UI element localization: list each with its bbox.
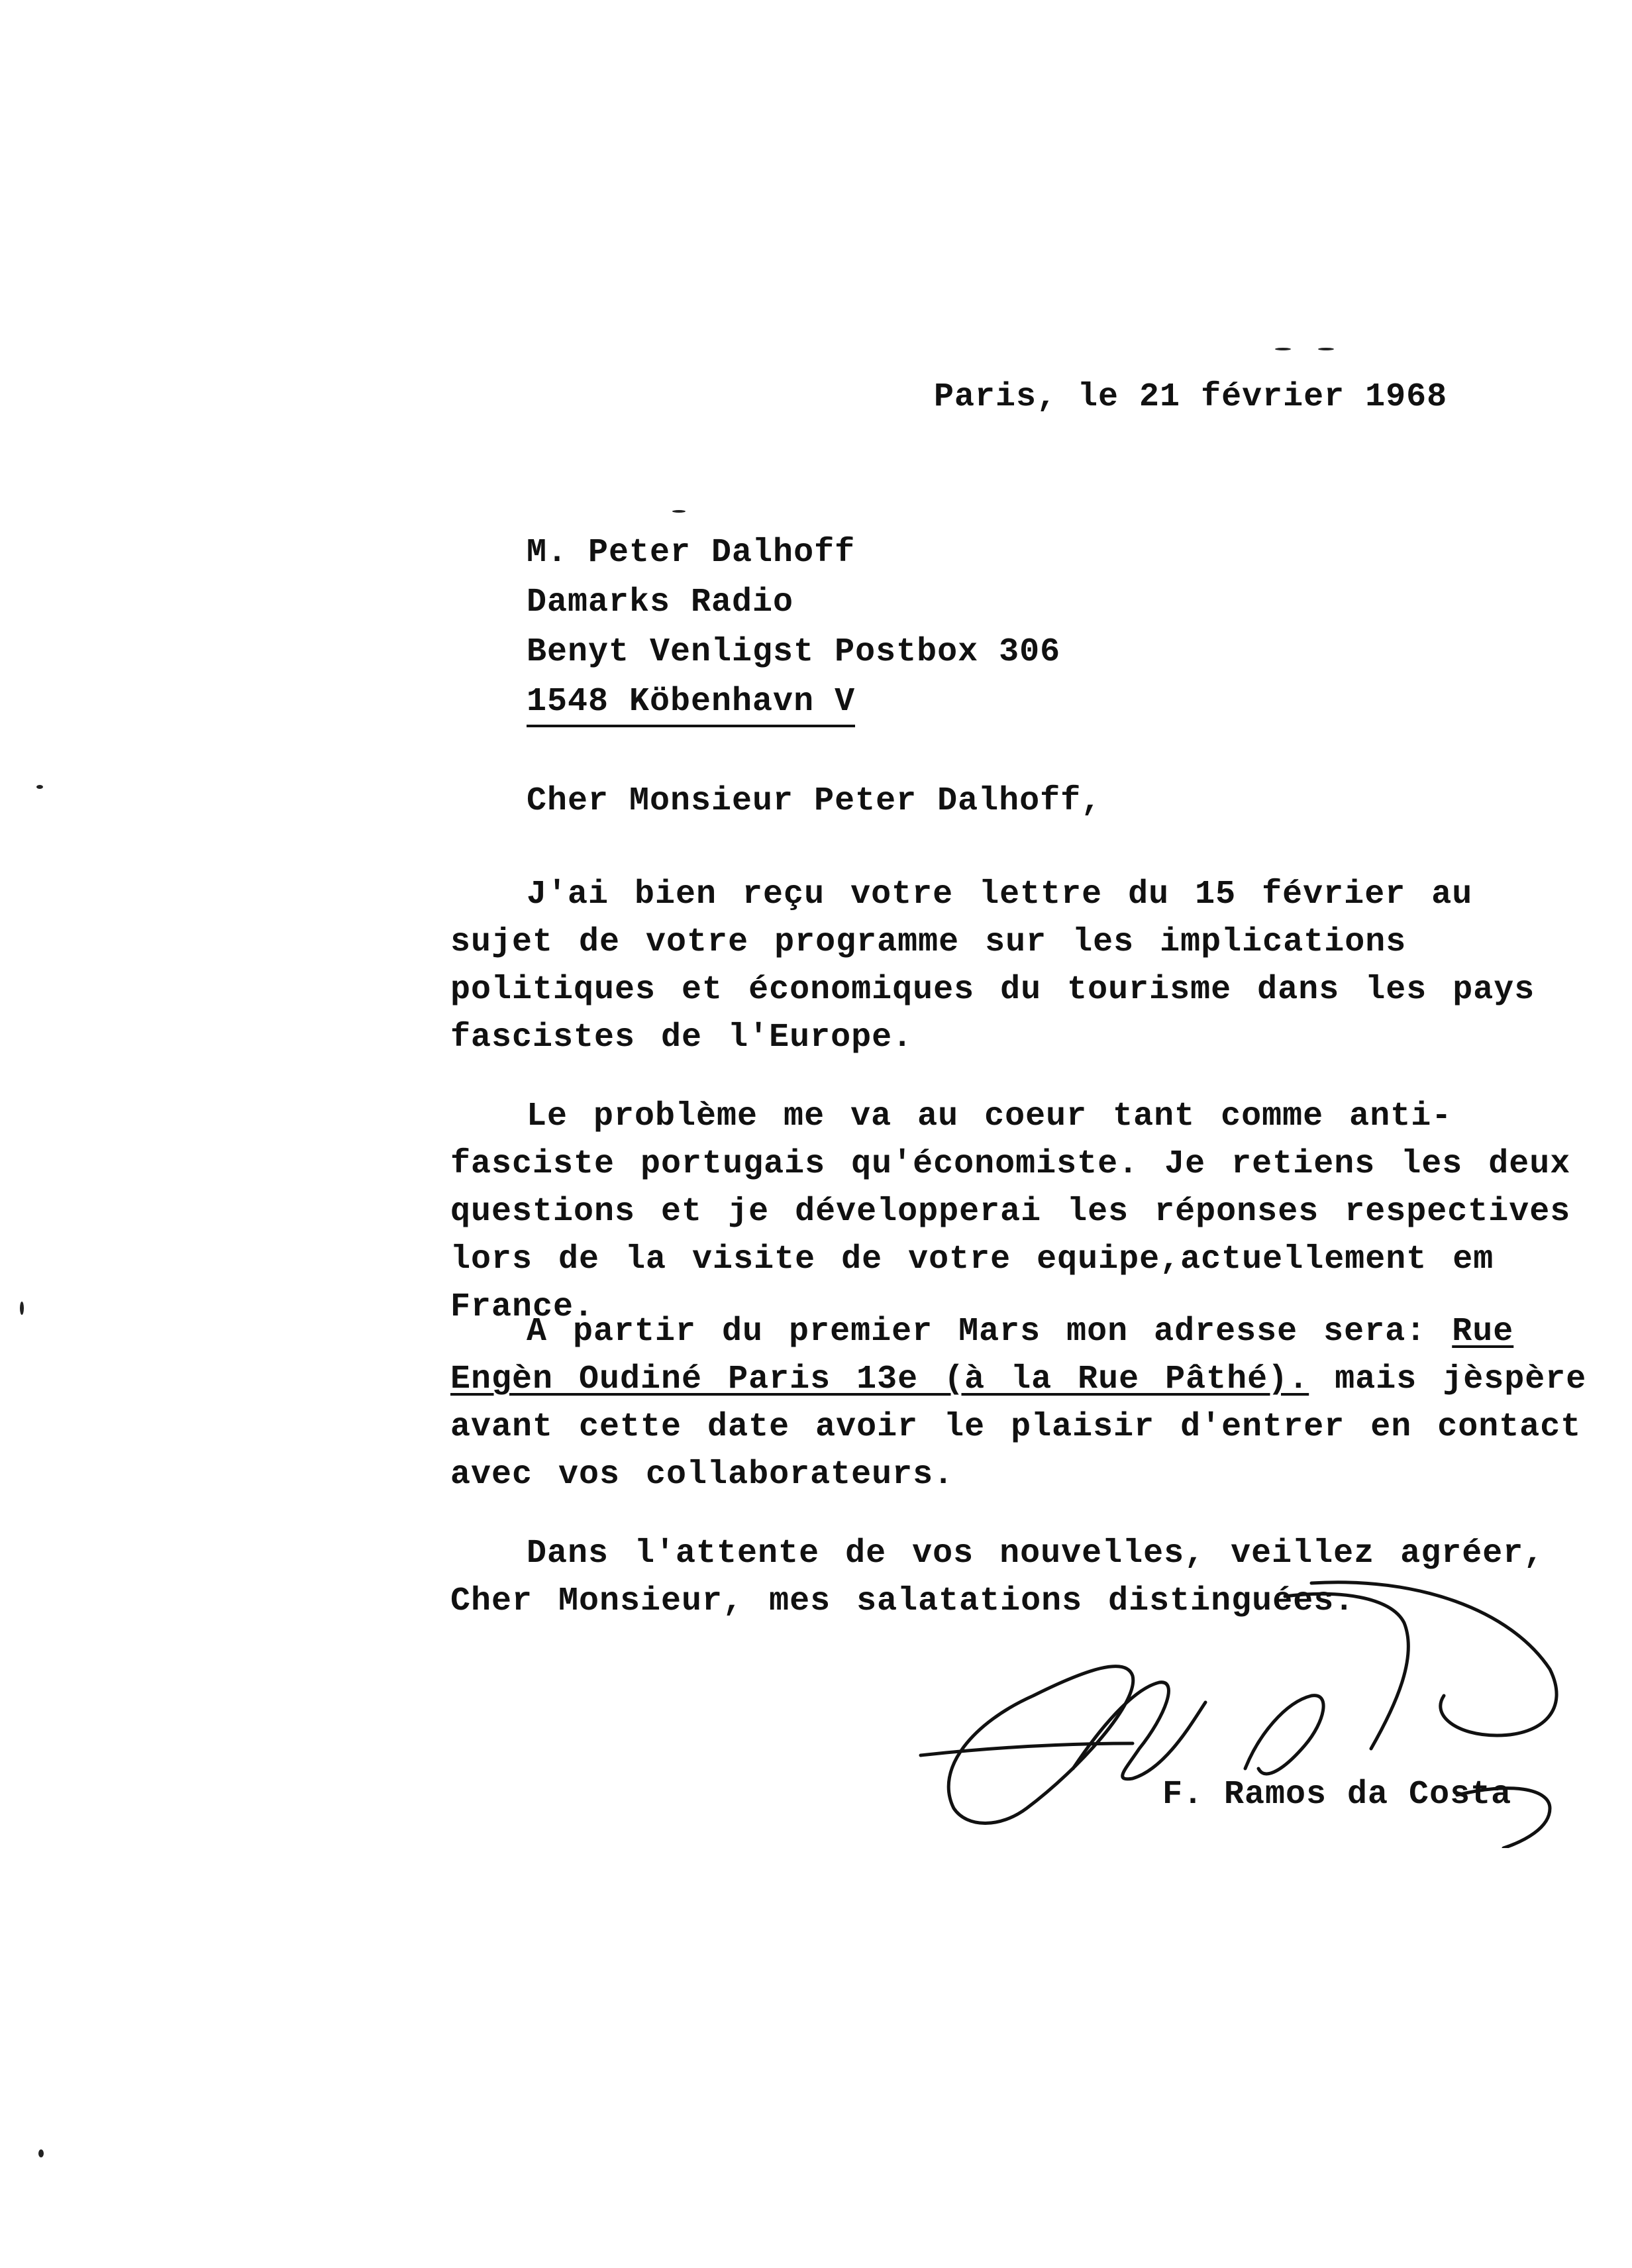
- recipient-organization: Damarks Radio: [527, 584, 794, 621]
- salutation: Cher Monsieur Peter Dalhoff,: [527, 782, 1102, 820]
- signer-name: F. Ramos da Costa: [1162, 1776, 1512, 1814]
- recipient-name: M. Peter Dalhoff: [527, 534, 856, 572]
- paragraph-1: J'ai bien reçu votre lettre du 15 février au sujet de votre programme sur les implications politiques et économiques du tourisme dans les pays fascistes de l'Europe.: [450, 876, 1535, 1057]
- recipient-city: 1548 Köbenhavn V: [527, 682, 855, 727]
- paragraph-2: Le problème me va au coeur tant comme anti-fasciste portugais qu'économiste. Je retiens les deux questions et je développerai les réponses respectives lors de la visite de votre equipe,actuellement em France.: [450, 1098, 1571, 1326]
- paragraph-3-rest: mais jèspère avant cette date avoir le plaisir d'entrer en contact avec vos collaborateurs.: [450, 1361, 1587, 1494]
- letter-date: Paris, le 21 février 1968: [934, 378, 1448, 416]
- paragraph-3: [450, 1308, 1590, 1499]
- recipient-address-line: Benyt Venligst Postbox 306: [527, 633, 1061, 671]
- paragraph-3-intro: A partir du premier Mars mon adresse sera:: [527, 1313, 1427, 1351]
- new-address: Rue Engèn Oudiné Paris 13e (à la Rue Pâthé).: [450, 1313, 1514, 1398]
- closing-paragraph: Dans l'attente de vos nouvelles, veillez agréer, Cher Monsieur, mes salatations distinguées.: [450, 1535, 1545, 1620]
